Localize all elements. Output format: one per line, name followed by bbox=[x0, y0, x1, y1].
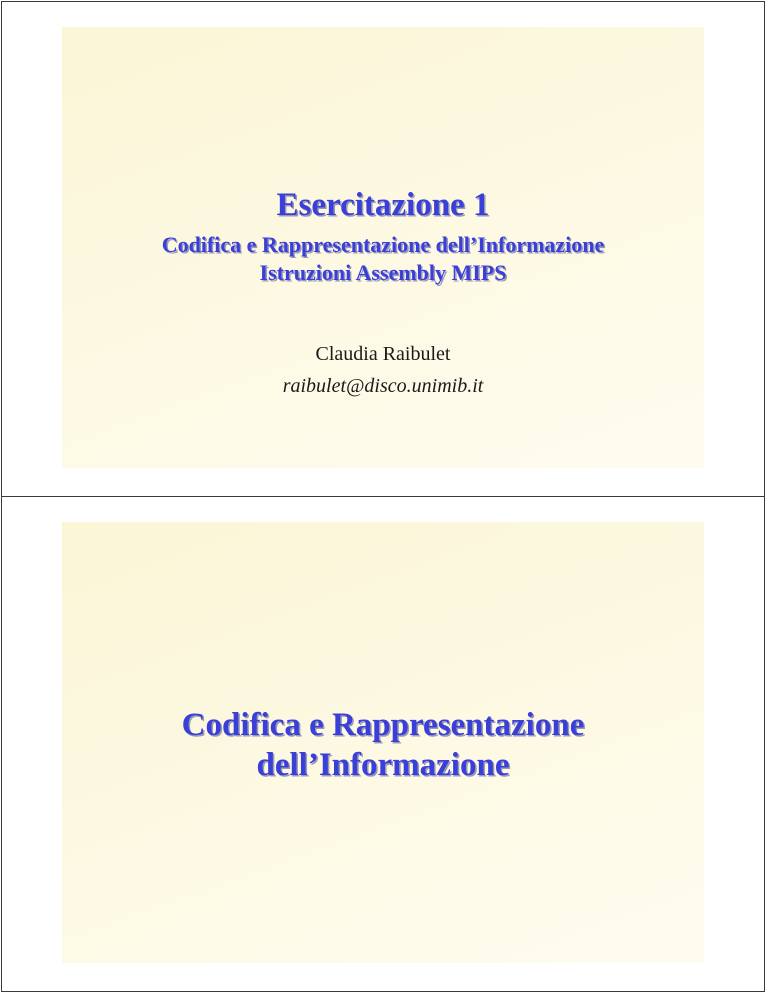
slide-title: Esercitazione 1 bbox=[276, 187, 490, 223]
section-title-line-1: Codifica e Rappresentazione bbox=[181, 707, 585, 743]
author-name: Claudia Raibulet bbox=[315, 343, 451, 365]
author-email: raibulet@disco.unimib.it bbox=[282, 375, 484, 397]
slide-subtitle-line-1: Codifica e Rappresentazione dell’Informazione bbox=[161, 232, 605, 257]
title-slide bbox=[62, 27, 704, 468]
slide-subtitle-line-2: Istruzioni Assembly MIPS bbox=[259, 260, 507, 285]
section-title-line-2: dell’Informazione bbox=[256, 747, 510, 783]
section-slide bbox=[62, 522, 704, 963]
